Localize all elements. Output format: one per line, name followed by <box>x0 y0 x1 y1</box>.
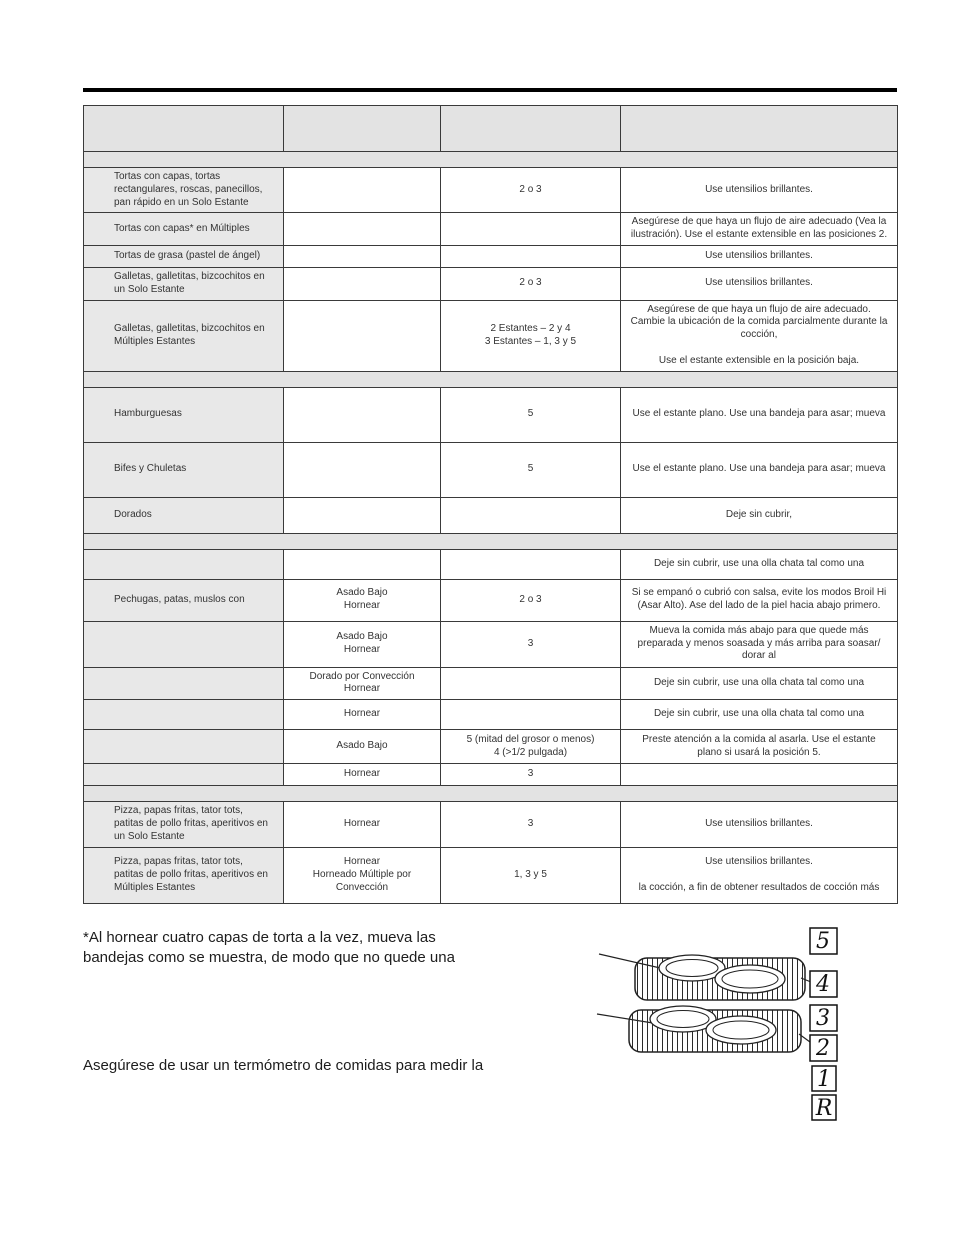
cell-food: Tortas con capas* en Múltiples <box>84 213 284 246</box>
cell-mode: Hornear <box>284 700 441 730</box>
table-row <box>84 700 898 730</box>
cell-comments: Use utensilios brillantes. <box>621 802 898 848</box>
cell-rack: 2 o 3 <box>441 267 621 300</box>
cell-comments: Asegúrese de que haya un flujo de aire adecuado. Cambie la ubicación de la comida parcialmente durante la cocción, Use el estante extensible en la posición baja. <box>621 300 898 371</box>
cell-comments: Use utensilios brillantes. <box>621 168 898 213</box>
cell-rack: 5 <box>441 387 621 442</box>
section-divider-row <box>84 533 898 549</box>
cooking-guide-table <box>83 105 898 904</box>
cell-comments: Use utensilios brillantes. <box>621 245 898 267</box>
cell-mode <box>284 213 441 246</box>
table-row <box>84 267 898 300</box>
table-row <box>84 621 898 667</box>
cell-rack <box>441 245 621 267</box>
column-header-rack-position <box>441 106 621 152</box>
cell-mode <box>284 387 441 442</box>
cell-food: Pizza, papas fritas, tator tots, patitas de pollo fritas, aperitivos en un Solo Estante <box>84 802 284 848</box>
cell-mode <box>284 300 441 371</box>
section-divider-cell <box>84 152 898 168</box>
cell-rack: 5 (mitad del grosor o menos) 4 (>1/2 pulgada) <box>441 730 621 764</box>
table-row <box>84 245 898 267</box>
cell-comments: Use utensilios brillantes. la cocción, a fin de obtener resultados de cocción más <box>621 848 898 904</box>
table-row <box>84 764 898 786</box>
cell-comments: Deje sin cubrir, use una olla chata tal como una <box>621 700 898 730</box>
rack-label-5: 5 <box>816 929 830 954</box>
cell-comments: Deje sin cubrir, use una olla chata tal como una <box>621 549 898 579</box>
cell-mode: Asado Bajo <box>284 730 441 764</box>
cell-comments: Deje sin cubrir, use una olla chata tal como una <box>621 667 898 700</box>
table-row <box>84 667 898 700</box>
cell-mode: Hornear Horneado Múltiple por Convección <box>284 848 441 904</box>
cell-mode: Asado Bajo Hornear <box>284 579 441 621</box>
cell-food: Galletas, galletitas, bizcochitos en un Solo Estante <box>84 267 284 300</box>
section-divider-cell <box>84 786 898 802</box>
section-divider-cell <box>84 371 898 387</box>
cell-mode <box>284 497 441 533</box>
upper-rack <box>635 955 805 1000</box>
lower-rack <box>629 1006 801 1052</box>
cell-comments: Preste atención a la comida al asarla. Use el estante plano si usará la posición 5. <box>621 730 898 764</box>
table-row <box>84 442 898 497</box>
cell-food <box>84 730 284 764</box>
table-row <box>84 730 898 764</box>
cell-rack: 3 <box>441 764 621 786</box>
table-row <box>84 387 898 442</box>
footnote-thermometer: Asegúrese de usar un termómetro de comidas para medir la <box>83 1057 484 1074</box>
cell-rack <box>441 549 621 579</box>
cell-food <box>84 700 284 730</box>
table-row <box>84 848 898 904</box>
cell-mode: Asado Bajo Hornear <box>284 621 441 667</box>
section-divider-row <box>84 152 898 168</box>
cell-rack <box>441 213 621 246</box>
cell-food <box>84 621 284 667</box>
table-row <box>84 549 898 579</box>
cell-rack: 2 o 3 <box>441 168 621 213</box>
rack-label-r: R <box>815 1096 833 1121</box>
cell-mode <box>284 549 441 579</box>
cell-rack <box>441 700 621 730</box>
cell-mode <box>284 168 441 213</box>
cell-comments: Deje sin cubrir, <box>621 497 898 533</box>
rack-labels <box>810 928 837 1121</box>
cell-rack: 3 <box>441 621 621 667</box>
table-header-row <box>84 106 898 152</box>
cell-comments: Use el estante plano. Use una bandeja para asar; mueva <box>621 387 898 442</box>
rack-label-4: 4 <box>816 972 830 997</box>
column-header-mode <box>284 106 441 152</box>
table-row <box>84 497 898 533</box>
section-divider-cell <box>84 533 898 549</box>
rack-position-diagram <box>595 918 905 1128</box>
cell-food <box>84 549 284 579</box>
cell-food <box>84 764 284 786</box>
cell-mode: Hornear <box>284 764 441 786</box>
column-header-food <box>84 106 284 152</box>
cell-mode: Hornear <box>284 802 441 848</box>
rack-label-1: 1 <box>817 1067 831 1092</box>
cell-food <box>84 667 284 700</box>
cell-food: Galletas, galletitas, bizcochitos en Múltiples Estantes <box>84 300 284 371</box>
cell-comments: Si se empanó o cubrió con salsa, evite los modos Broil Hi (Asar Alto). Ase del lado de la piel hacia abajo primero. <box>621 579 898 621</box>
table-row <box>84 213 898 246</box>
table-row <box>84 579 898 621</box>
top-rule-divider <box>83 88 897 92</box>
cell-mode: Dorado por Convección Hornear <box>284 667 441 700</box>
table-row <box>84 300 898 371</box>
cell-comments: Use el estante plano. Use una bandeja para asar; mueva <box>621 442 898 497</box>
cell-rack: 3 <box>441 802 621 848</box>
footnote-baking: *Al hornear cuatro capas de torta a la vez, mueva las bandejas como se muestra, de modo que no quede una <box>83 929 455 967</box>
cell-rack: 2 Estantes – 2 y 4 3 Estantes – 1, 3 y 5 <box>441 300 621 371</box>
rack-label-3: 3 <box>816 1006 830 1031</box>
section-divider-row <box>84 786 898 802</box>
section-divider-row <box>84 371 898 387</box>
rack-label-2: 2 <box>816 1036 830 1061</box>
cell-food: Dorados <box>84 497 284 533</box>
cell-food: Pechugas, patas, muslos con <box>84 579 284 621</box>
cell-food: Hamburguesas <box>84 387 284 442</box>
cell-rack: 1, 3 y 5 <box>441 848 621 904</box>
cell-rack: 2 o 3 <box>441 579 621 621</box>
cell-food: Tortas de grasa (pastel de ángel) <box>84 245 284 267</box>
cell-food: Bifes y Chuletas <box>84 442 284 497</box>
cell-mode <box>284 245 441 267</box>
cell-comments <box>621 764 898 786</box>
table-row <box>84 168 898 213</box>
table-row <box>84 802 898 848</box>
cell-food: Tortas con capas, tortas rectangulares, roscas, panecillos, pan rápido en un Solo Estante <box>84 168 284 213</box>
cell-rack: 5 <box>441 442 621 497</box>
cell-comments: Asegúrese de que haya un flujo de aire adecuado (Vea la ilustración). Use el estante extensible en las posiciones 2. <box>621 213 898 246</box>
cell-comments: Use utensilios brillantes. <box>621 267 898 300</box>
cell-rack <box>441 497 621 533</box>
cell-rack <box>441 667 621 700</box>
cell-food: Pizza, papas fritas, tator tots, patitas de pollo fritas, aperitivos en Múltiples Estantes <box>84 848 284 904</box>
cell-mode <box>284 442 441 497</box>
cell-comments: Mueva la comida más abajo para que quede más preparada y menos soasada y más arriba para soasar/ dorar al <box>621 621 898 667</box>
cell-mode <box>284 267 441 300</box>
column-header-comments <box>621 106 898 152</box>
